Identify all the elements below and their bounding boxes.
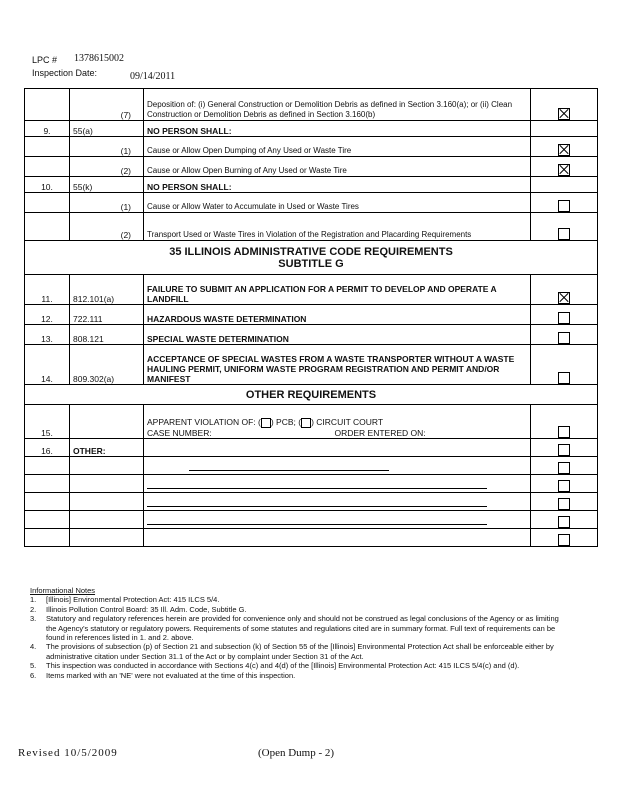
table-row xyxy=(25,89,598,121)
table-row xyxy=(25,439,598,457)
row-description: ACCEPTANCE OF SPECIAL WASTES FROM A WASTE TRANSPORTER WITHOUT A WASTE HAULING PERMIT, UNIFORM WASTE PROGRAM REGISTRATION AND PERMIT AND/OR MANIFEST xyxy=(144,345,531,385)
note-item: 3. Statutory and regulatory references herein are provided for convenience only and should not be construed as legal conclusions of the Agency or as limiting the Agency's statutory or regulatory powers. Requirements of some statutes and regulations cited are in summary format. Full text of requirements can be found in references listed in 1. and 2. above. xyxy=(30,614,559,643)
row-section: 812.101(a) xyxy=(70,275,144,305)
revised-date: Revised 10/5/2009 xyxy=(18,747,118,759)
row-section: (1) xyxy=(70,193,144,213)
row-description: SPECIAL WASTE DETERMINATION xyxy=(144,325,531,345)
row-number xyxy=(25,213,70,241)
violation-checkbox[interactable] xyxy=(558,462,570,474)
violation-checkbox[interactable] xyxy=(558,228,570,240)
note-item: 1. [Illinois] Environmental Protection Act: 415 ILCS 5/4. xyxy=(30,595,220,605)
row-section: (2) xyxy=(70,213,144,241)
row-description: Cause or Allow Open Burning of Any Used or Waste Tire xyxy=(144,157,531,177)
table-row xyxy=(25,325,598,345)
table-row: 15. APPARENT VIOLATION OF: ( ) PCB; ( ) CIRCUIT COURT CASE NUMBER: ORDER ENTERED ON: xyxy=(25,405,598,439)
violation-checkbox[interactable] xyxy=(558,200,570,212)
table-row xyxy=(25,529,598,547)
table-row xyxy=(25,213,598,241)
pcb-label: PCB; xyxy=(276,417,296,428)
note-item: 5. This inspection was conducted in accordance with Sections 4(c) and 4(d) of the [Illinois] Environmental Protection Act: 415 ILCS 5/4(c) and (d). xyxy=(30,661,520,671)
table-row xyxy=(25,157,598,177)
row-number xyxy=(25,137,70,157)
violation-checkbox[interactable] xyxy=(558,292,570,304)
row-section: 55(k) xyxy=(70,177,144,193)
row-section: 808.121 xyxy=(70,325,144,345)
row-section: (7) xyxy=(70,89,144,121)
page-label: (Open Dump - 2) xyxy=(258,747,335,759)
row-section: 722.111 xyxy=(70,305,144,325)
lpc-label: LPC # xyxy=(32,55,58,65)
violation-checkbox[interactable] xyxy=(558,444,570,456)
violation-checkbox[interactable] xyxy=(558,498,570,510)
row-number: 14. xyxy=(25,345,70,385)
circuit-court-label: CIRCUIT COURT xyxy=(316,417,384,428)
table-row xyxy=(25,493,598,511)
row-section: (2) xyxy=(70,157,144,177)
order-entered-label: ORDER ENTERED ON: xyxy=(334,428,426,438)
row-section: (1) xyxy=(70,137,144,157)
row-number xyxy=(25,193,70,213)
row-description: NO PERSON SHALL: xyxy=(144,121,531,137)
other-section-title: OTHER REQUIREMENTS xyxy=(25,385,598,405)
row-number xyxy=(25,157,70,177)
row-number: 11. xyxy=(25,275,70,305)
admin-section-title: 35 ILLINOIS ADMINISTRATIVE CODE REQUIREMENTS xyxy=(169,245,453,258)
note-item: 2. Illinois Pollution Control Board: 35 Ill. Adm. Code, Subtitle G. xyxy=(30,604,247,614)
row-description: Deposition of: (i) General Construction or Demolition Debris as defined in Section 3.160(a); or (ii) Clean Construction or Demolition Debris as defined in Section 3.160(b) xyxy=(144,89,531,121)
case-number-label: CASE NUMBER: xyxy=(147,428,212,438)
table-row xyxy=(25,511,598,529)
lpc-value: 1378615002 xyxy=(74,53,124,64)
note-item: 4. The provisions of subsection (p) of Section 21 and subsection (k) of Section 55 of the [Illinois] Environmental Protection Act shall be enforceable either by administrative citation under Section 31.1 of the Act or by complaint under Section 31 of the Act. xyxy=(30,642,554,661)
table-row xyxy=(25,137,598,157)
violation-checkbox[interactable] xyxy=(558,164,570,176)
section-header-other xyxy=(25,385,598,405)
table-row xyxy=(25,177,598,193)
violation-checkbox[interactable] xyxy=(558,480,570,492)
table-row xyxy=(25,305,598,325)
row-number: 10. xyxy=(25,177,70,193)
table-row xyxy=(25,121,598,137)
row-number: 16. xyxy=(25,439,70,457)
inspection-date-value: 09/14/2011 xyxy=(130,71,176,82)
row-description: Cause or Allow Open Dumping of Any Used or Waste Tire xyxy=(144,137,531,157)
row-section: 809.302(a) xyxy=(70,345,144,385)
apparent-violation-label: APPARENT VIOLATION OF: xyxy=(147,417,256,428)
violation-checkbox[interactable] xyxy=(558,332,570,344)
inspection-date-label: Inspection Date: xyxy=(32,68,98,78)
row-description: HAZARDOUS WASTE DETERMINATION xyxy=(144,305,531,325)
row-number xyxy=(25,89,70,121)
row-description: NO PERSON SHALL: xyxy=(144,177,531,193)
pcb-checkbox[interactable] xyxy=(261,418,271,428)
violation-checkbox[interactable] xyxy=(558,108,570,120)
row-description: Cause or Allow Water to Accumulate in Used or Waste Tires xyxy=(144,193,531,213)
violation-checkbox[interactable] xyxy=(558,312,570,324)
table-row xyxy=(25,275,598,305)
row-description: FAILURE TO SUBMIT AN APPLICATION FOR A PERMIT TO DEVELOP AND OPERATE A LANDFILL xyxy=(144,275,531,305)
note-item: 6. Items marked with an 'NE' were not evaluated at the time of this inspection. xyxy=(30,670,296,680)
violation-checkbox[interactable] xyxy=(558,516,570,528)
requirements-table xyxy=(24,88,598,547)
table-row xyxy=(25,345,598,385)
row-number: 15. xyxy=(25,405,70,439)
table-row xyxy=(25,475,598,493)
other-label: OTHER: xyxy=(70,439,144,457)
table-row xyxy=(25,457,598,475)
row-description: Transport Used or Waste Tires in Violation of the Registration and Placarding Requirements xyxy=(144,213,531,241)
row-number: 13. xyxy=(25,325,70,345)
violation-checkbox[interactable] xyxy=(558,144,570,156)
circuit-court-checkbox[interactable] xyxy=(301,418,311,428)
notes-title: Informational Notes xyxy=(30,586,96,595)
violation-checkbox[interactable] xyxy=(558,426,570,438)
violation-checkbox[interactable] xyxy=(558,372,570,384)
row-number: 9. xyxy=(25,121,70,137)
admin-section-subtitle: SUBTITLE G xyxy=(278,257,344,270)
section-header-admin-code xyxy=(25,241,598,275)
violation-checkbox[interactable] xyxy=(558,534,570,546)
informational-notes xyxy=(30,586,570,680)
row-section: 55(a) xyxy=(70,121,144,137)
row-number: 12. xyxy=(25,305,70,325)
table-row xyxy=(25,193,598,213)
